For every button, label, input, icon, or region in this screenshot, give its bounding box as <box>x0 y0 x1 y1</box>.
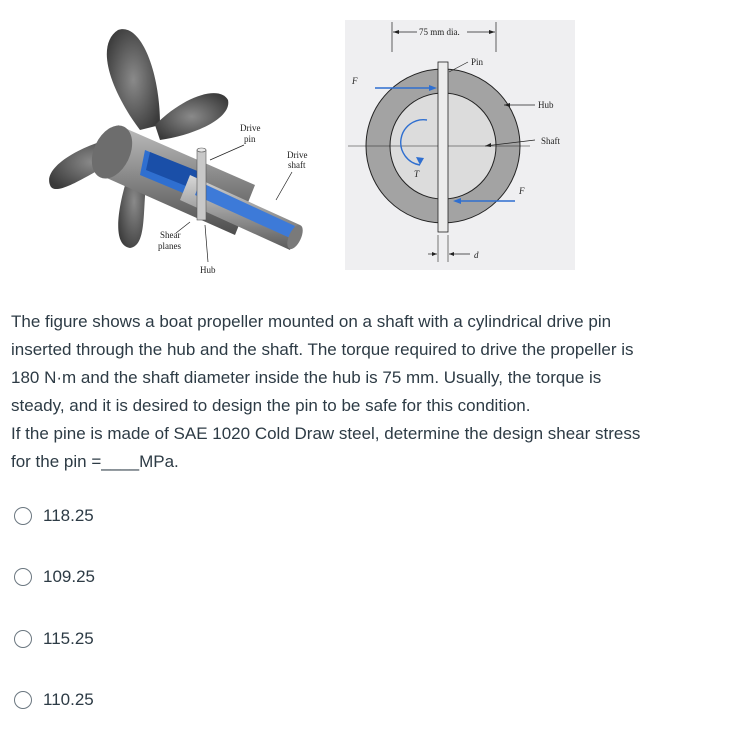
question-text <box>11 308 736 476</box>
question-line: 180 N·m and the shaft diameter inside the hub is 75 mm. Usually, the torque is <box>11 368 602 387</box>
radio-button[interactable] <box>14 507 32 525</box>
label-diameter: 75 mm dia. <box>419 27 460 37</box>
question-line: inserted through the hub and the shaft. The torque required to drive the propeller is <box>11 340 634 359</box>
answer-label: 118.25 <box>43 506 94 525</box>
label-torque: T <box>414 169 420 179</box>
pin-section <box>438 62 448 232</box>
propeller-drawing <box>40 20 340 275</box>
label-shear-planes-2: planes <box>158 241 181 251</box>
label-shear-planes-1: Shear <box>160 230 181 240</box>
question-line: steady, and it is desired to design the pin to be safe for this condition. <box>11 396 531 415</box>
radio-button[interactable] <box>14 630 32 648</box>
label-drive-pin-1: Drive <box>240 123 261 133</box>
question-figure <box>0 0 745 290</box>
question-line: for the pin =____MPa. <box>11 452 179 471</box>
drive-pin-drawing <box>197 150 206 220</box>
answer-option-118-25[interactable] <box>14 506 94 526</box>
propeller-figure <box>0 0 745 290</box>
cross-section-diagram <box>345 20 575 270</box>
label-force-bottom: F <box>519 186 525 196</box>
answer-option-115-25[interactable] <box>14 629 94 649</box>
question-line: If the pine is made of SAE 1020 Cold Draw steel, determine the design shear stress <box>11 424 641 443</box>
answer-label: 109.25 <box>43 567 95 586</box>
radio-button[interactable] <box>14 568 32 586</box>
answer-option-109-25[interactable] <box>14 567 95 587</box>
label-drive-pin-2: pin <box>244 134 256 144</box>
label-pin-diameter: d <box>474 250 479 260</box>
radio-button[interactable] <box>14 691 32 709</box>
answer-label: 110.25 <box>43 690 94 709</box>
label-pin: Pin <box>471 57 484 67</box>
label-hub-right: Hub <box>538 100 554 110</box>
label-force-top: F <box>352 76 358 86</box>
question-line: The figure shows a boat propeller mounted on a shaft with a cylindrical drive pin <box>11 312 612 331</box>
answer-label: 115.25 <box>43 629 94 648</box>
label-drive-shaft-1: Drive <box>287 150 308 160</box>
answer-option-110-25[interactable] <box>14 690 94 710</box>
label-drive-shaft-2: shaft <box>288 160 306 170</box>
label-hub: Hub <box>200 265 216 275</box>
label-shaft: Shaft <box>541 136 560 146</box>
